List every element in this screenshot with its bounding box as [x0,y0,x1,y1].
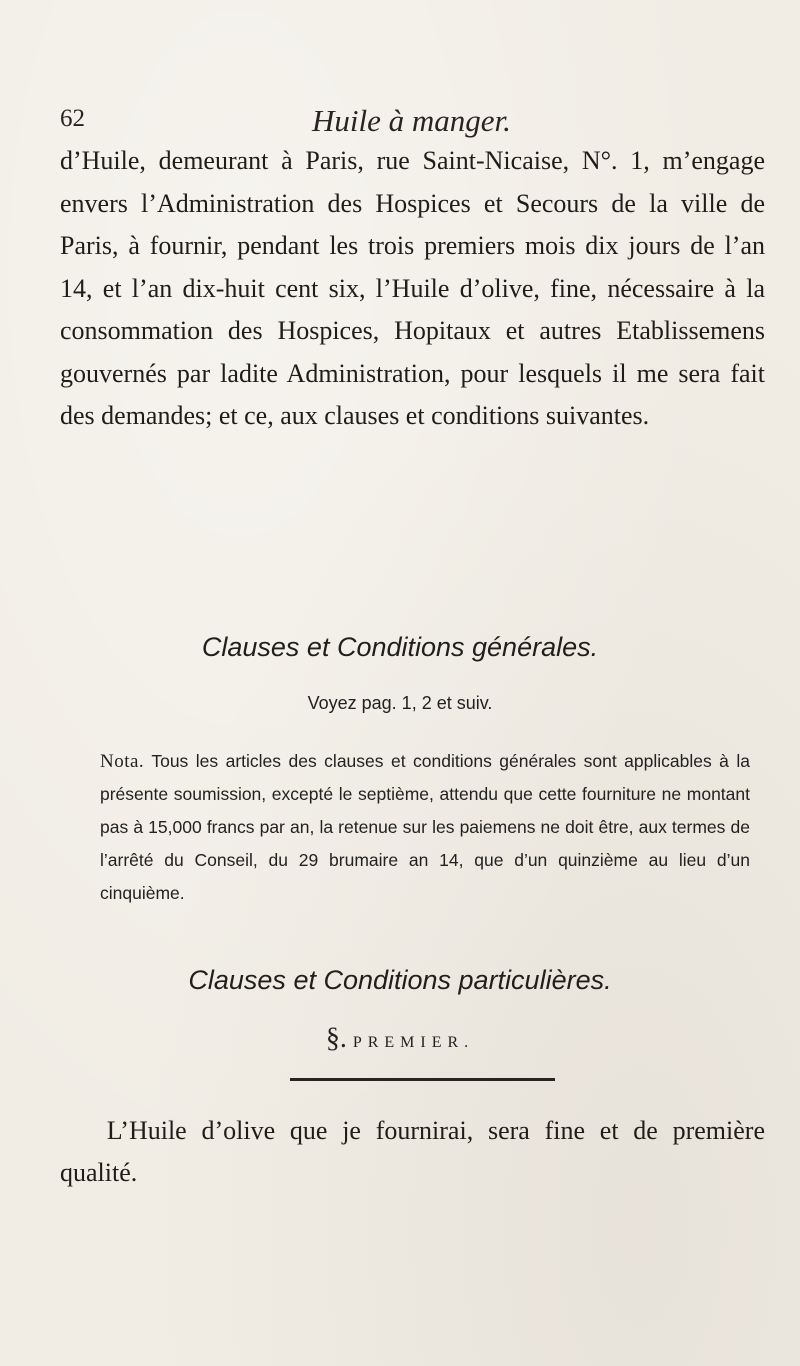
general-clauses-heading: Clauses et Conditions générales. [201,632,599,662]
body-paragraph: d’Huile, demeurant à Paris, rue Saint-Nicaise, N°. 1, m’engage envers l’Administration des Hospices et Secours de la ville de Paris, à fournir, pendant les trois premiers mois dix jours de l’an 14, et l’an dix-huit cent six, l’Huile d’olive, fine, nécessaire à la consommation des Hospices, Hopitaux et autres Etablissemens gouvernés par ladite Administration, pour lesquels il me sera fait des demandes; et ce, aux clauses et conditions suivantes. [60,146,765,430]
page-number: 62 [60,105,85,132]
closing-paragraph: L’Huile d’olive que je fournirai, sera fine et de première qualité. [60,1116,765,1187]
section-premier [0,1023,800,1055]
nota-label: Nota. [100,751,145,772]
running-title: Huile à manger. [312,103,511,138]
section-rule [290,1078,555,1081]
see-reference: Voyez pag. 1, 2 et suiv. [307,693,493,713]
section-label: PREMIER. [352,1034,475,1051]
section-symbol: §. [325,1023,347,1054]
page-header [60,105,760,145]
particular-clauses-heading: Clauses et Conditions particulières. [188,965,612,995]
nota-text: Tous les articles des clauses et conditions générales sont applicables à la présente soumission, excepté le septième, attendu que cette fourniture ne montant pas à 15,000 francs par an, la retenue sur les paiemens ne doit être, aux termes de l’arrêté du Conseil, du 29 brumaire an 14, que d’un quinzième au lieu d’un cinquième. [100,751,750,903]
nota-paragraph [100,745,750,910]
